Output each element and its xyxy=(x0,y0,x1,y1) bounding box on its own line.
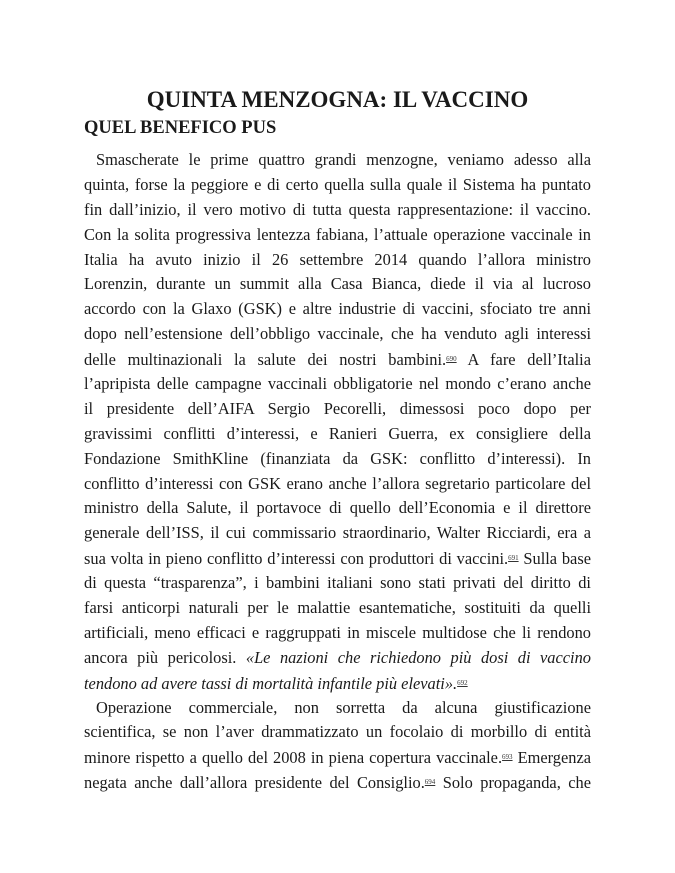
text-segment: minore rispetto a quello del 2008 in piena copertura vaccinale. xyxy=(84,748,503,768)
text-line xyxy=(84,248,591,273)
text-line xyxy=(84,223,591,248)
text-line xyxy=(84,770,591,795)
text-segment: ministro della Salute, il portavoce di quello dell’Economia e il direttore xyxy=(84,498,591,518)
text-line xyxy=(84,621,591,646)
text-segment: sua volta in pieno conflitto d’interessi con produttori di vaccini. xyxy=(84,549,509,569)
text-line xyxy=(84,745,591,770)
footnote-link[interactable]: 693 xyxy=(502,753,513,762)
text-line xyxy=(84,546,591,571)
text-segment: quinta, forse la peggiore e di certo quella sulla quale il Sistema ha puntato xyxy=(84,174,591,194)
text-segment: A fare dell’Italia xyxy=(456,350,591,370)
quote-text: tendono ad avere tassi di mortalità infantile più elevati». xyxy=(84,673,458,693)
text-segment: negata anche dall’allora presidente del Consiglio. xyxy=(84,773,425,793)
text-segment: gravissimi conflitti d’interessi, e Ranieri Guerra, ex consigliere della xyxy=(84,423,591,443)
chapter-title: QUINTA MENZOGNA: IL VACCINO xyxy=(146,87,529,112)
text-segment: Operazione commerciale, non sorretta da alcuna giustificazione xyxy=(96,697,591,717)
text-segment: il presidente dell’AIFA Sergio Pecorelli, dimessosi poco dopo per xyxy=(84,398,591,418)
text-segment: Italia ha avuto inizio il 26 settembre 2014 quando l’allora ministro xyxy=(84,249,591,269)
text-segment: di questa “trasparenza”, i bambini italiani sono stati privati del diritto di xyxy=(84,573,591,593)
body-text xyxy=(84,148,591,795)
text-segment: Lorenzin, durante un summit alla Casa Bianca, diede il via al lucroso xyxy=(84,274,591,294)
text-segment: dopo nell’estensione dell’obbligo vaccinale, che ha venduto agli interessi xyxy=(84,324,591,344)
text-line xyxy=(84,496,591,521)
text-line xyxy=(84,646,591,671)
text-segment: accordo con la Glaxo (GSK) e altre industrie di vaccini, sfociato tre anni xyxy=(84,299,591,319)
text-line xyxy=(84,447,591,472)
paragraph xyxy=(84,148,591,696)
text-line xyxy=(84,596,591,621)
text-segment: delle multinazionali la salute dei nostri bambini. xyxy=(84,350,447,370)
chapter-subtitle: QUEL BENEFICO PUS xyxy=(84,118,277,138)
text-line xyxy=(84,272,591,297)
text-line xyxy=(84,173,591,198)
text-line xyxy=(84,148,591,173)
footnote-link[interactable]: 690 xyxy=(446,355,457,364)
text-segment: Emergenza xyxy=(512,748,591,768)
footnote-link[interactable]: 694 xyxy=(424,778,436,787)
footnote-link[interactable]: 692 xyxy=(457,678,468,687)
text-line xyxy=(84,671,591,696)
quote-text: «Le nazioni che richiedono più dosi di vaccino xyxy=(245,647,591,667)
text-segment: fin dall’inizio, il vero motivo di tutta questa rappresentazione: il vaccino. xyxy=(84,199,591,219)
text-segment: artificiali, meno efficaci e raggruppati in miscele multidose che li rendono xyxy=(84,622,591,642)
text-line xyxy=(84,322,591,347)
paragraph xyxy=(84,696,591,796)
text-segment: farsi anticorpi naturali per le malattie esantematiche, sostituiti da quelli xyxy=(84,598,591,618)
text-line xyxy=(84,297,591,322)
text-segment: l’apripista delle campagne vaccinali obbligatorie nel mondo c’erano anche xyxy=(84,374,591,394)
text-segment: ancora più pericolosi. xyxy=(84,647,246,667)
text-segment: scientifica, se non l’aver drammatizzato un focolaio di morbillo di entità xyxy=(84,722,591,742)
text-line xyxy=(84,472,591,497)
text-segment: Sulla base xyxy=(518,549,591,569)
text-line xyxy=(84,571,591,596)
text-segment: Solo propaganda, che xyxy=(435,773,591,793)
text-line xyxy=(84,422,591,447)
text-line xyxy=(84,397,591,422)
text-segment: Con la solita progressiva lentezza fabiana, l’attuale operazione vaccinale in xyxy=(84,224,591,244)
text-segment: Fondazione SmithKline (finanziata da GSK: conflitto d’interessi). In xyxy=(84,448,591,468)
text-segment: conflitto d’interessi con GSK erano anche l’allora segretario particolare del xyxy=(84,473,591,493)
text-line xyxy=(84,198,591,223)
text-segment: generale dell’ISS, il cui commissario straordinario, Walter Ricciardi, era a xyxy=(84,523,591,543)
text-line xyxy=(84,347,591,372)
text-line xyxy=(84,696,591,721)
footnote-link[interactable]: 691 xyxy=(508,554,519,563)
text-line xyxy=(84,521,591,546)
text-line xyxy=(84,372,591,397)
text-segment: Smascherate le prime quattro grandi menzogne, veniamo adesso alla xyxy=(96,150,591,169)
text-line xyxy=(84,720,591,745)
